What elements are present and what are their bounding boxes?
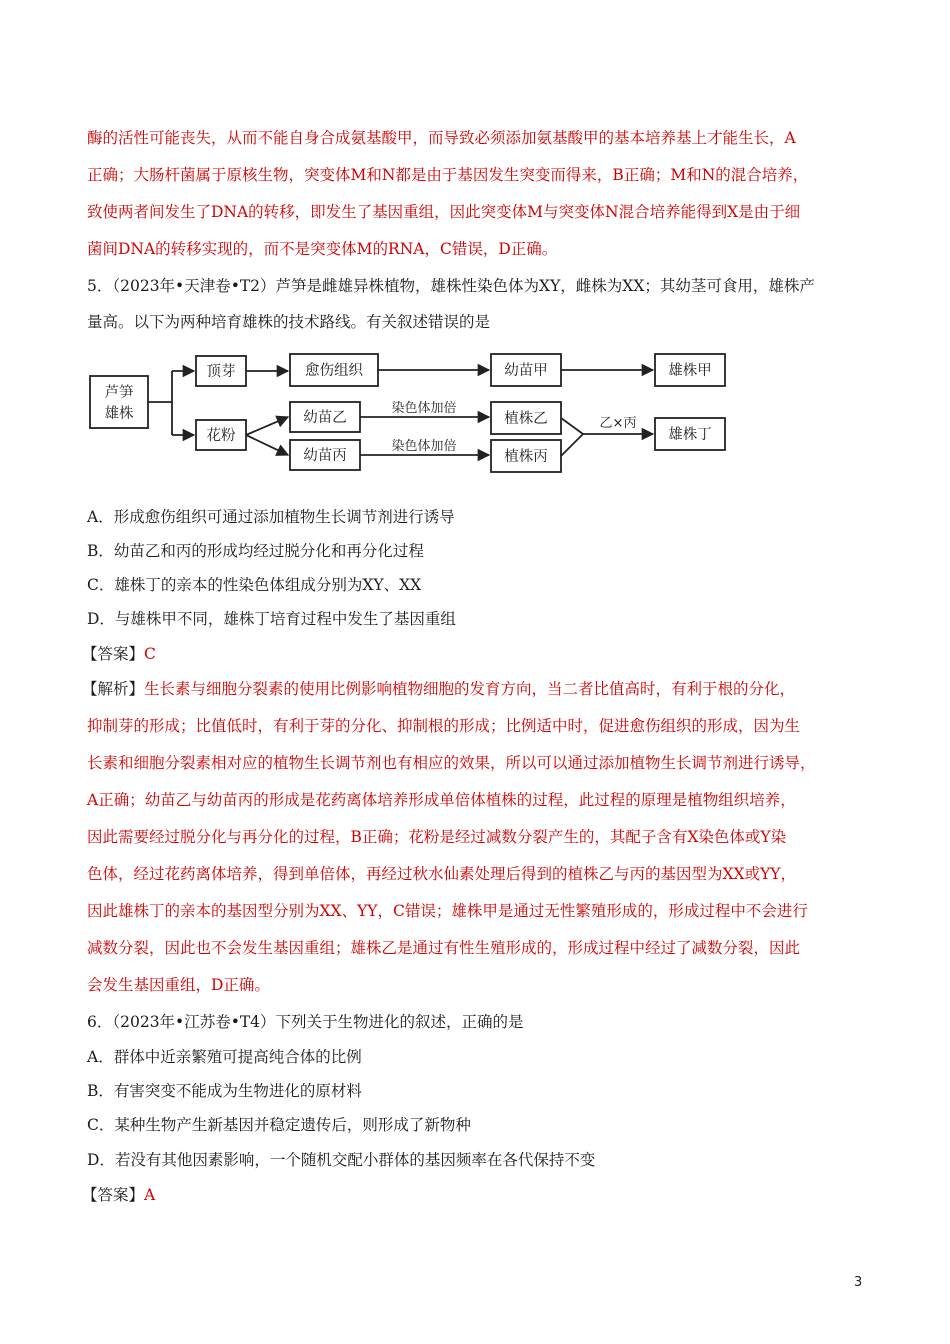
q6-option-a: A．群体中近亲繁殖可提高纯合体的比例 xyxy=(87,1048,362,1066)
q5-analysis-line: 减数分裂，因此也不会发生基因重组；雄株乙是通过有性生殖形成的，形成过程中经过了减数分裂，因此 xyxy=(87,939,801,957)
q5-option-a: A．形成愈伤组织可通过添加植物生长调节剂进行诱导 xyxy=(87,508,455,526)
q5-analysis-line: 色体，经过花药离体培养，得到单倍体，再经过秋水仙素处理后得到的植株乙与丙的基因型为XX或YY， xyxy=(87,865,797,883)
q5-stem-line: 5．（2023年•天津卷•T2）芦笋是雌雄异株植物，雄株性染色体为XY，雌株为XX；其幼茎可食用，雄株产 xyxy=(87,277,815,295)
q5-option-c: C．雄株丁的亲本的性染色体组成分别为XY、XX xyxy=(87,576,422,594)
q5-stem-line: 量高。以下为两种培育雄株的技术路线。有关叙述错误的是 xyxy=(87,313,491,331)
answer-label: 【答案】 xyxy=(82,1186,145,1204)
q6-option-b: B．有害突变不能成为生物进化的原材料 xyxy=(87,1082,362,1100)
male-a-label: 雄株甲 xyxy=(668,363,712,379)
q6-option-d: D．若没有其他因素影响，一个随机交配小群体的基因频率在各代保持不变 xyxy=(87,1151,596,1169)
cross-label: 乙×丙 xyxy=(599,416,637,431)
analysis-text: 生长素与细胞分裂素的使用比例影响植物细胞的发育方向，当二者比值高时，有利于根的分化， xyxy=(144,680,796,698)
prev-explanation-line: 酶的活性可能丧失，从而不能自身合成氨基酸甲，而导致必须添加氨基酸甲的基本培养基上才能生长，A xyxy=(87,129,796,147)
answer-label: 【答案】 xyxy=(82,645,145,663)
q6-stem: 6．（2023年•江苏卷•T4）下列关于生物进化的叙述，正确的是 xyxy=(87,1013,524,1031)
q5-option-d: D．与雄株甲不同，雄株丁培育过程中发生了基因重组 xyxy=(87,610,456,628)
prev-explanation-line: 菌间DNA的转移实现的，而不是突变体M的RNA，C错误，D正确。 xyxy=(87,240,558,258)
male-d-label: 雄株丁 xyxy=(668,427,712,443)
prev-explanation-line: 致使两者间发生了DNA的转移，即发生了基因重组，因此突变体M与突变体N混合培养能得到X是由于细 xyxy=(87,203,801,221)
top-bud-label: 顶芽 xyxy=(206,364,236,380)
start-label-line1: 芦笋 xyxy=(104,385,134,401)
q5-analysis-line: A正确；幼苗乙与幼苗丙的形成是花药离体培养形成单倍体植株的过程，此过程的原理是植物组织培养， xyxy=(87,791,796,809)
q5-analysis-line: 因此需要经过脱分化与再分化的过程，B正确；花粉是经过减数分裂产生的，其配子含有X染色体或Y染 xyxy=(87,828,787,846)
doubling-label-b: 染色体加倍 xyxy=(391,401,457,416)
analysis-label: 【解析】 xyxy=(82,680,145,698)
doubling-label-c: 染色体加倍 xyxy=(391,439,457,454)
q5-analysis-line xyxy=(82,678,795,700)
prev-explanation-line: 正确；大肠杆菌属于原核生物，突变体M和N都是由于基因发生突变而得来，B正确；M和N的混合培养， xyxy=(87,166,809,184)
seedling-b-label: 幼苗乙 xyxy=(303,410,347,426)
q6-answer xyxy=(82,1184,155,1206)
start-label-line2: 雄株 xyxy=(104,406,134,422)
q5-answer xyxy=(82,643,156,665)
q5-option-b: B．幼苗乙和丙的形成均经过脱分化和再分化过程 xyxy=(87,542,424,560)
q5-analysis-line: 会发生基因重组，D正确。 xyxy=(87,976,270,994)
pollen-label: 花粉 xyxy=(206,428,236,444)
q5-analysis-line: 因此雄株丁的亲本的基因型分别为XX、YY，C错误；雄株甲是通过无性繁殖形成的，形成过程中不会进行 xyxy=(87,902,808,920)
page-number: 3 xyxy=(854,1275,863,1290)
seedling-a-label: 幼苗甲 xyxy=(504,363,548,379)
answer-value: A xyxy=(144,1186,156,1204)
breeding-flow-diagram xyxy=(88,350,738,475)
callus-label: 愈伤组织 xyxy=(305,363,363,379)
plant-b-label: 植株乙 xyxy=(504,411,548,427)
answer-value: C xyxy=(144,645,156,663)
q6-option-c: C．某种生物产生新基因并稳定遗传后，则形成了新物种 xyxy=(87,1116,471,1134)
q5-analysis-line: 长素和细胞分裂素相对应的植物生长调节剂也有相应的效果，所以可以通过添加植物生长调节剂进行诱导， xyxy=(87,754,816,772)
q5-analysis-line: 抑制芽的形成；比值低时，有利于芽的分化、抑制根的形成；比例适中时，促进愈伤组织的形成，因为生 xyxy=(87,717,801,735)
seedling-c-label: 幼苗丙 xyxy=(303,448,347,464)
plant-c-label: 植株丙 xyxy=(504,449,548,465)
